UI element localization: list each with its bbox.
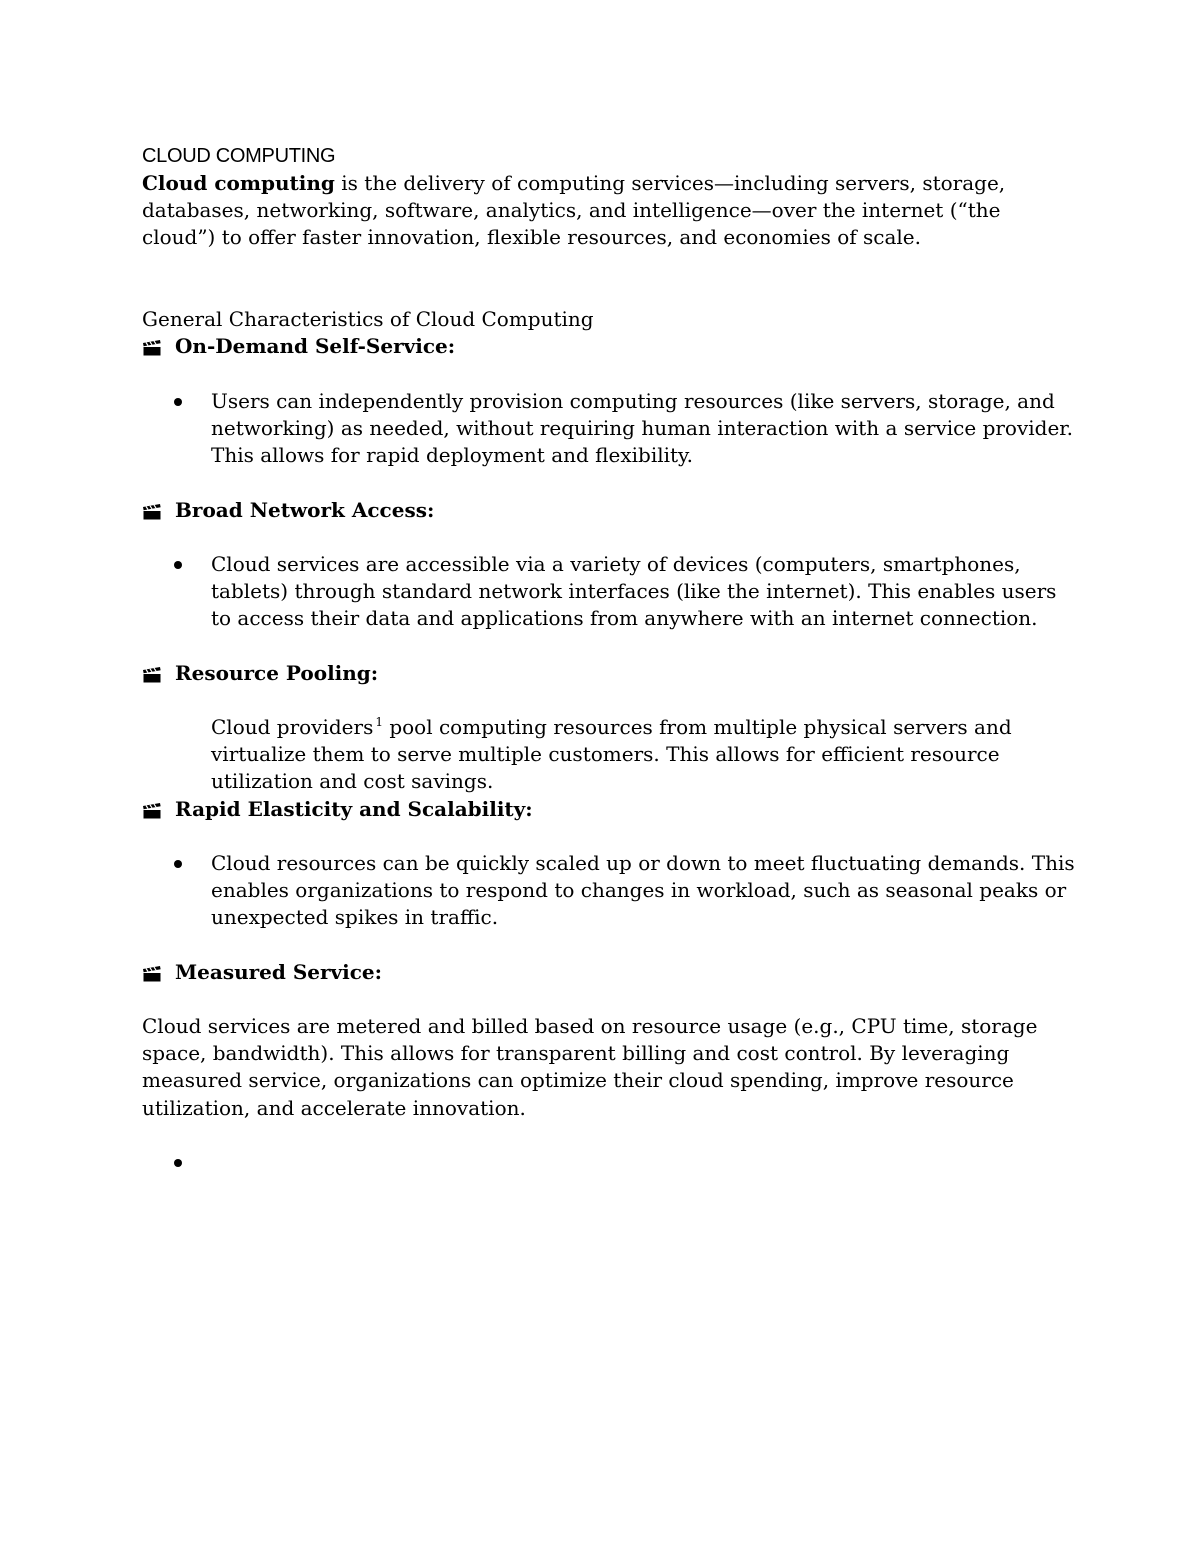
feature-text-start: Cloud providers [211, 715, 374, 739]
feature-title: Rapid Elasticity and Scalability: [175, 797, 533, 822]
clapperboard-icon [142, 664, 162, 684]
footnote-marker: 1 [375, 715, 383, 729]
intro-paragraph [142, 170, 1072, 252]
clapperboard-icon [142, 800, 162, 820]
feature-description [211, 714, 1081, 796]
section-title: General Characteristics of Cloud Computing [142, 307, 594, 331]
feature-heading-rapid-elasticity [142, 796, 533, 824]
bullet-icon [174, 398, 182, 406]
feature-heading-measured-service [142, 959, 382, 987]
feature-heading-resource-pooling [142, 660, 378, 688]
feature-description: Cloud resources can be quickly scaled up or down to meet fluctuating demands. This enables organizations to respond to changes in workload, such as seasonal peaks or unexpected spikes in traffic. [211, 851, 1075, 930]
feature-title: Resource Pooling: [175, 661, 379, 686]
feature-title: Measured Service: [175, 960, 383, 985]
feature-heading-on-demand [142, 333, 455, 361]
feature-text-end: pool computing resources from multiple physical servers and virtualize them to serve multiple customers. This allows for efficient resource utilization and cost savings. [211, 715, 1012, 794]
bullet-icon [174, 561, 182, 569]
bullet-icon [174, 860, 182, 868]
clapperboard-icon [142, 963, 162, 983]
clapperboard-icon [142, 337, 162, 357]
feature-heading-broad-network [142, 497, 434, 525]
intro-text: is the delivery of computing services—including servers, storage, databases, networking, software, analytics, and intelligence—over the internet (“the cloud”) to offer faster innovation, flexible resources, and economies of scale. [142, 171, 1006, 250]
feature-description: Cloud services are metered and billed based on resource usage (e.g., CPU time, storage space, bandwidth). This allows for transparent billing and cost control. By leveraging measured service, organizations can optimize their cloud spending, improve resource utilization, and accelerate innovation. [142, 1014, 1038, 1120]
feature-description: Cloud services are accessible via a variety of devices (computers, smartphones, tablets) through standard network interfaces (like the internet). This enables users to access their data and applications from anywhere with an internet connection. [211, 552, 1057, 631]
clapperboard-icon [142, 501, 162, 521]
empty-list-item [174, 1149, 1074, 1177]
bullet-icon [174, 1159, 182, 1167]
feature-description: Users can independently provision computing resources (like servers, storage, and networking) as needed, without requiring human interaction with a service provider. This allows for rapid deployment and flexibility. [211, 389, 1074, 468]
document-title: CLOUD COMPUTING [142, 145, 336, 167]
feature-title: On-Demand Self-Service: [175, 334, 456, 359]
feature-title: Broad Network Access: [175, 498, 435, 523]
intro-term: Cloud computing [142, 171, 335, 195]
